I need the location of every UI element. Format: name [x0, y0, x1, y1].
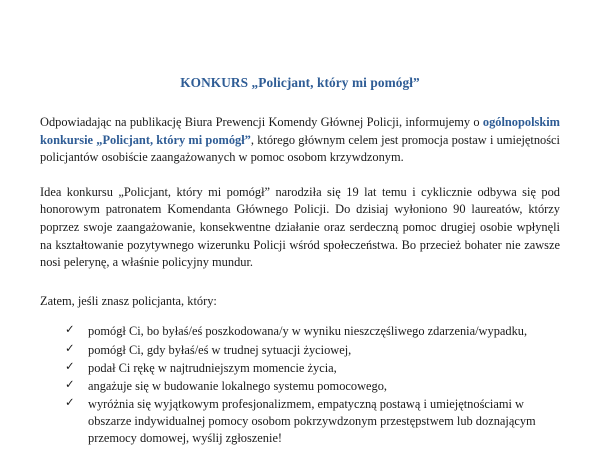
checkmark-icon: ✓ — [65, 378, 75, 391]
page-title-quoted: „Policjant, który mi pomógł” — [251, 75, 420, 90]
contest-name-highlight: ogólnopolskim konkursie „Policjant, który mi pomógł” — [40, 114, 560, 147]
criteria-list — [40, 310, 560, 447]
paragraph-history: Idea konkursu „Policjant, który mi pomógł” narodziła się 19 lat temu i cyklicznie odbywa się pod honorowym patronatem Komendanta Głównego Policji. Do dzisiaj wyłoniono 90 laureatów, którzy poprzez swoje zaangażowanie, konsekwentne działanie oraz serdeczną pomoc drugiej osobie wpłynęli na kształtowanie pozytywnego wizerunku Policji wśród społeczeństwa. Bo przecież bohater nie zawsze nosi pelerynę, a właśnie policyjny mundur. — [40, 184, 560, 270]
checkmark-icon: ✓ — [65, 324, 75, 337]
list-item-label: podał Ci rękę w najtrudniejszym momencie życia, — [88, 360, 337, 375]
list-item — [40, 360, 560, 377]
list-item — [40, 378, 560, 395]
list-item — [40, 342, 560, 359]
list-lead-in: Zatem, jeśli znasz policjanta, który: — [40, 293, 217, 308]
paragraph-intro-part-2: , którego głównym celem jest promocja postaw i umiejętności policjantów osobiście zaangażowanych w pomoc osobom krzywdzonym. — [40, 132, 560, 165]
page-title — [40, 0, 560, 91]
paragraph-intro — [40, 91, 560, 167]
list-item-label: pomógł Ci, gdy byłaś/eś w trudnej sytuacji życiowej, — [88, 342, 352, 357]
list-item-label: angażuje się w budowanie lokalnego systemu pomocowego, — [88, 378, 388, 393]
list-item-label: pomógł Ci, bo byłaś/eś poszkodowana/y w wyniku nieszczęśliwego zdarzenia/wypadku, — [88, 324, 528, 339]
page-title-prefix: KONKURS — [180, 75, 252, 90]
paragraph-intro-part-1: Odpowiadając na publikację Biura Prewencji Komendy Głównej Policji, informujemy o — [40, 114, 483, 129]
list-item — [40, 396, 560, 447]
checkmark-icon: ✓ — [65, 342, 75, 355]
list-item — [40, 323, 560, 340]
checkmark-icon: ✓ — [65, 360, 75, 373]
list-item-label: wyróżnia się wyjątkowym profesjonalizmem, empatyczną postawą i umiejętnościami w obszarze indywidualnej pomocy osobom pokrzywdzonym przestępstwem lub doznającym przemocy domowej, wyślij zgłoszenie! — [88, 396, 536, 446]
checkmark-icon: ✓ — [65, 396, 75, 409]
